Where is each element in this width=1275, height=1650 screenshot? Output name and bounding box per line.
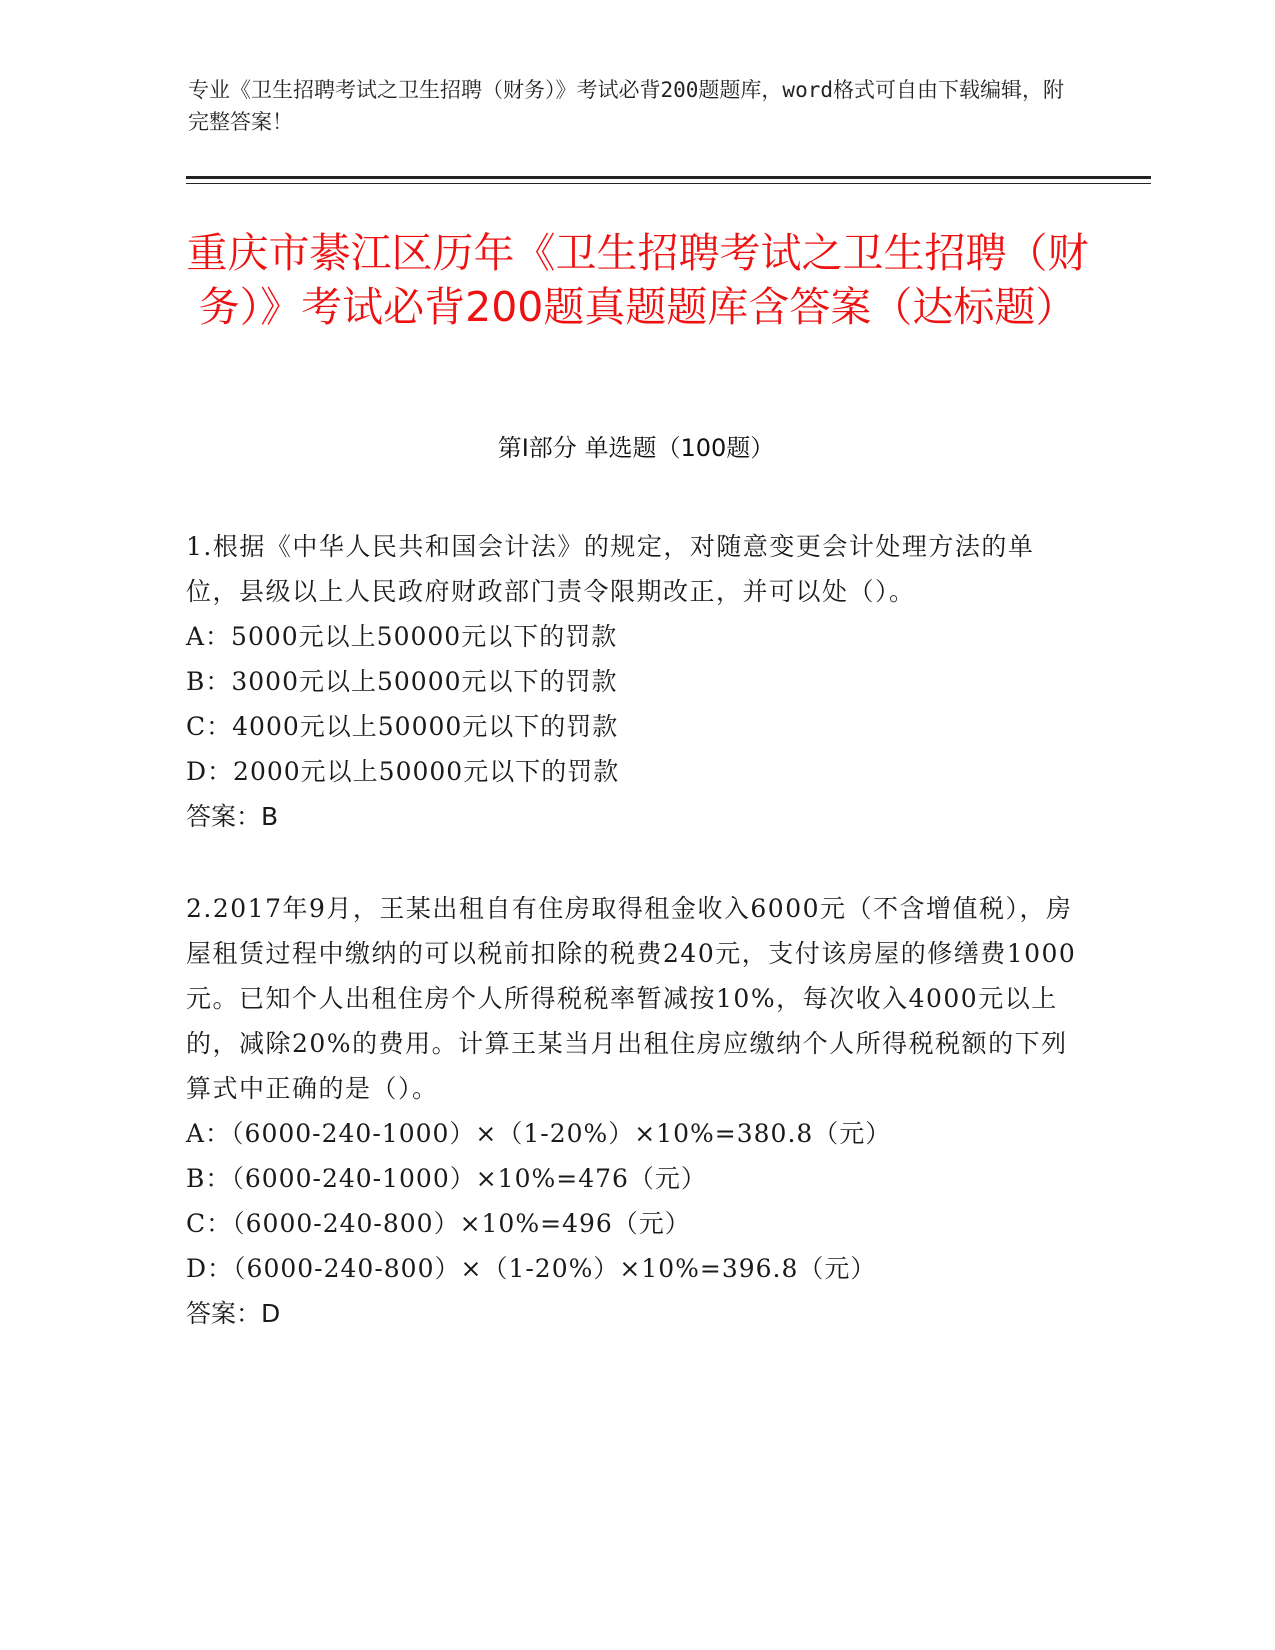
document-title: 重庆市綦江区历年《卫生招聘考试之卫生招聘（财务）》考试必背200题真题题库含答案（达标题） [186, 229, 1089, 331]
option-a: A：5000元以上50000元以下的罚款 [186, 622, 618, 651]
option-c: C：（6000-240-800）×10%=496（元） [186, 1209, 691, 1238]
answer: 答案：B [186, 802, 279, 831]
option-b: B：（6000-240-1000）×10%=476（元） [186, 1164, 707, 1193]
question-2 [186, 886, 1086, 1336]
question-1 [186, 524, 1086, 839]
header-note: 专业《卫生招聘考试之卫生招聘（财务）》考试必背200题题库，word格式可自由下载编辑，附完整答案！ [188, 78, 1064, 134]
section-heading: 第Ⅰ部分 单选题（100题） [497, 434, 775, 462]
option-c: C：4000元以上50000元以下的罚款 [186, 712, 619, 741]
option-a: A：（6000-240-1000）×（1-20%）×10%=380.8（元） [186, 1119, 892, 1148]
option-d: D：（6000-240-800）×（1-20%）×10%=396.8（元） [186, 1254, 877, 1283]
option-d: D：2000元以上50000元以下的罚款 [186, 757, 620, 786]
answer: 答案：D [186, 1299, 281, 1328]
header-divider-thick [186, 176, 1151, 179]
question-stem: 2.2017年9月，王某出租自有住房取得租金收入6000元（不含增值税），房屋租赁过程中缴纳的可以税前扣除的税费240元，支付该房屋的修缮费1000元。已知个人出租住房个人所得税税率暂减按10%，每次收入4000元以上的，减除20%的费用。计算王某当月出租住房应缴纳个人所得税税额的下列算式中正确的是（）。 [186, 894, 1077, 1103]
header-divider-thin [186, 183, 1151, 184]
option-b: B：3000元以上50000元以下的罚款 [186, 667, 618, 696]
question-stem: 1.根据《中华人民共和国会计法》的规定，对随意变更会计处理方法的单位，县级以上人民政府财政部门责令限期改正，并可以处（）。 [186, 532, 1035, 606]
